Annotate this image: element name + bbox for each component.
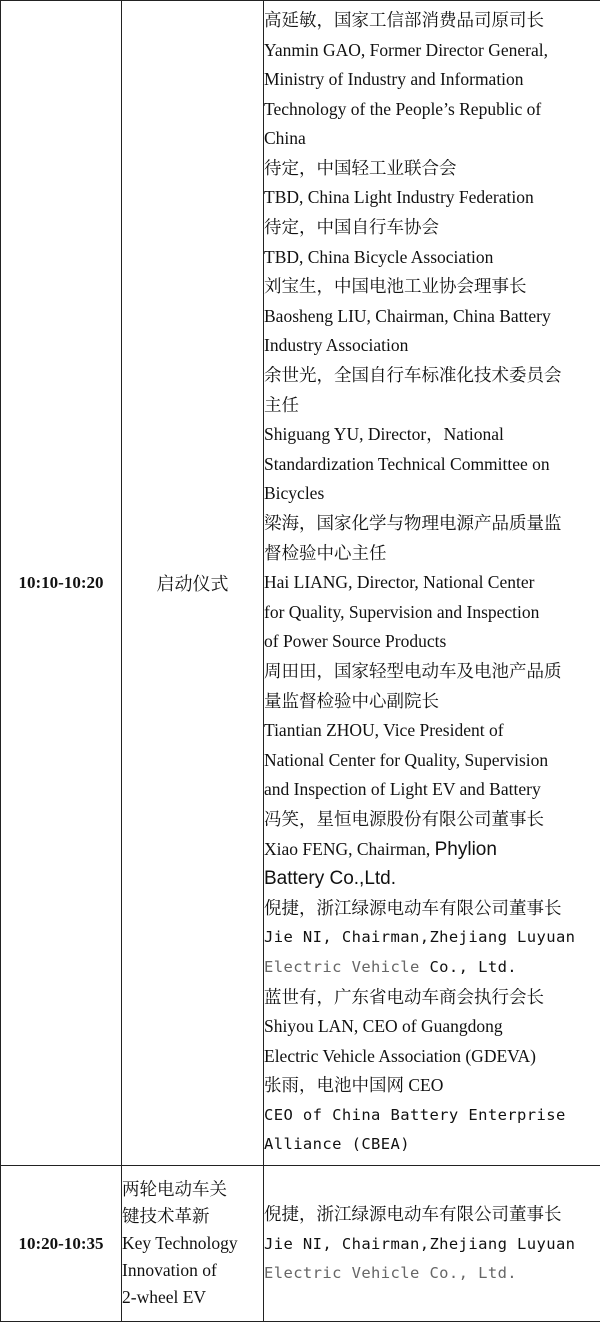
topic-cell: 启动仪式 — [122, 1, 264, 1166]
speaker-line-mixed — [264, 835, 600, 865]
speaker-line: 倪捷，浙江绿源电动车有限公司董事长 — [264, 894, 600, 924]
speaker-line: 余世光，全国自行车标准化技术委员会 — [264, 361, 600, 391]
speaker-line: for Quality, Supervision and Inspection — [264, 598, 600, 628]
speaker-line-mixed — [264, 953, 600, 983]
table-row — [1, 1, 600, 1166]
speaker-line: Electric Vehicle Co., Ltd. — [264, 1259, 600, 1289]
speaker-line: Yanmin GAO, Former Director General, — [264, 36, 600, 66]
speaker-line: 主任 — [264, 391, 600, 421]
speaker-line: Alliance (CBEA) — [264, 1130, 600, 1160]
topic-cell — [122, 1166, 264, 1322]
speaker-line: Electric Vehicle Association (GDEVA) — [264, 1042, 600, 1072]
speaker-line: Industry Association — [264, 331, 600, 361]
speaker-line: Tiantian ZHOU, Vice President of — [264, 716, 600, 746]
speaker-text-large: Phylion — [435, 839, 497, 860]
speaker-line: Shiyou LAN, CEO of Guangdong — [264, 1012, 600, 1042]
speaker-line: and Inspection of Light EV and Battery — [264, 775, 600, 805]
speaker-line: of Power Source Products — [264, 627, 600, 657]
speaker-line: 蓝世有，广东省电动车商会执行会长 — [264, 983, 600, 1013]
speaker-line: Bicycles — [264, 479, 600, 509]
speaker-text-gray: Electric Vehicle — [264, 958, 420, 976]
topic-line: Key Technology — [122, 1230, 263, 1257]
speaker-line: TBD, China Light Industry Federation — [264, 183, 600, 213]
time-cell: 10:20-10:35 — [1, 1166, 122, 1322]
speaker-line: Shiguang YU, Director，National — [264, 420, 600, 450]
speaker-line: 督检验中心主任 — [264, 539, 600, 569]
speakers-cell — [264, 1, 600, 1166]
time-cell: 10:10-10:20 — [1, 1, 122, 1166]
topic-line: Innovation of — [122, 1257, 263, 1284]
speaker-line: 倪捷，浙江绿源电动车有限公司董事长 — [264, 1200, 600, 1230]
table-row — [1, 1166, 600, 1322]
speaker-line: National Center for Quality, Supervision — [264, 746, 600, 776]
speaker-line: 待定，中国自行车协会 — [264, 213, 600, 243]
speaker-line: CEO of China Battery Enterprise — [264, 1101, 600, 1131]
speaker-text-large: Battery Co.,Ltd. — [264, 868, 396, 889]
speaker-text: Xiao FENG, Chairman, — [264, 839, 430, 859]
speaker-line — [264, 864, 600, 894]
speaker-line: 周田田，国家轻型电动车及电池产品质 — [264, 657, 600, 687]
topic-line: 两轮电动车关 — [122, 1176, 263, 1203]
topic-line: 2-wheel EV — [122, 1284, 263, 1311]
topic-line: 键技术革新 — [122, 1203, 263, 1230]
speaker-text: Co., Ltd. — [429, 958, 517, 976]
speaker-line: 量监督检验中心副院长 — [264, 687, 600, 717]
speaker-line: Jie NI, Chairman,Zhejiang Luyuan — [264, 1230, 600, 1260]
speaker-line: Hai LIANG, Director, National Center — [264, 568, 600, 598]
speaker-line: 梁海，国家化学与物理电源产品质量监 — [264, 509, 600, 539]
speaker-line: Ministry of Industry and Information — [264, 65, 600, 95]
speaker-line: 张雨，电池中国网 CEO — [264, 1071, 600, 1101]
speaker-line: 冯笑，星恒电源股份有限公司董事长 — [264, 805, 600, 835]
speakers-cell — [264, 1166, 600, 1322]
speaker-line: Jie NI, Chairman,Zhejiang Luyuan — [264, 923, 600, 953]
speaker-line: China — [264, 124, 600, 154]
speaker-line: Technology of the People’s Republic of — [264, 95, 600, 125]
speaker-line: TBD, China Bicycle Association — [264, 243, 600, 273]
speaker-line: 刘宝生，中国电池工业协会理事长 — [264, 272, 600, 302]
speaker-line: 高延敏，国家工信部消费品司原司长 — [264, 6, 600, 36]
speaker-line: Standardization Technical Committee on — [264, 450, 600, 480]
speaker-line: 待定，中国轻工业联合会 — [264, 154, 600, 184]
speaker-line: Baosheng LIU, Chairman, China Battery — [264, 302, 600, 332]
